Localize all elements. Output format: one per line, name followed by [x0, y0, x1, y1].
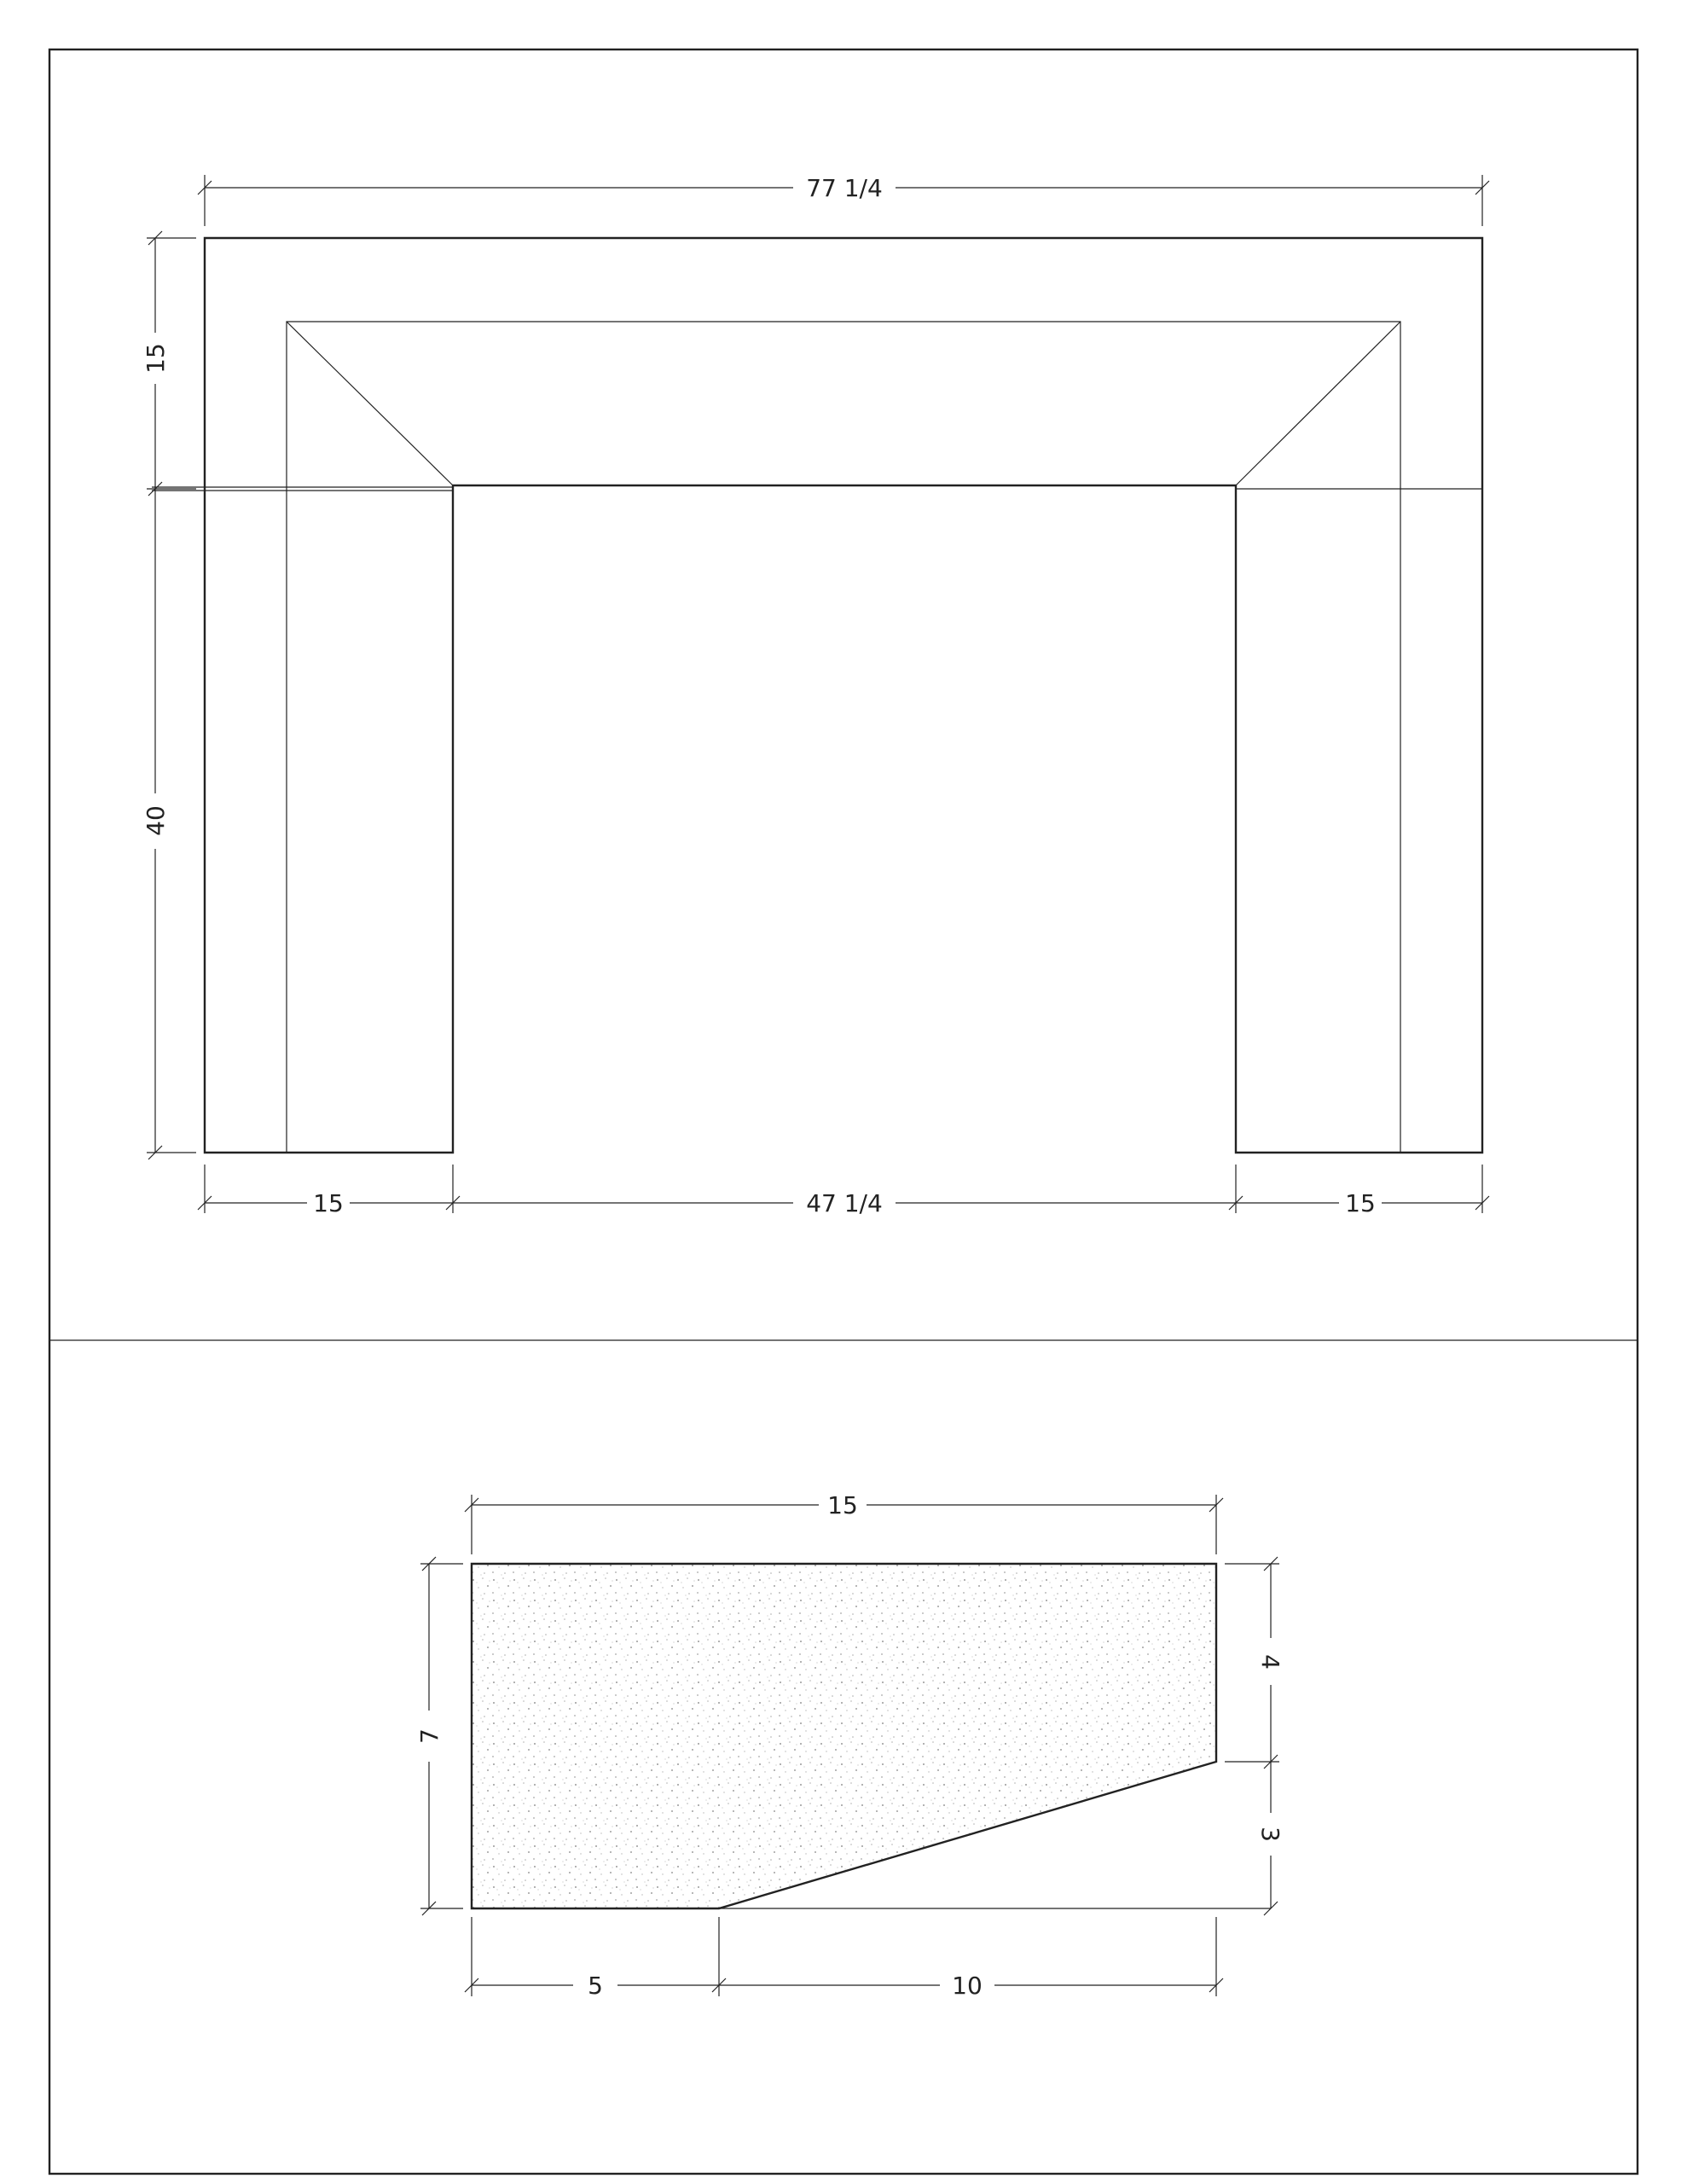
dimension-profile-right-heights — [1225, 1557, 1284, 1915]
dimension-label-header-height: 15 — [142, 343, 170, 374]
mantel-outline — [205, 238, 1482, 1153]
dimension-left-vertical — [142, 231, 196, 1159]
dimension-profile-bottom-widths — [465, 1917, 1223, 2000]
left-miter-line — [287, 322, 453, 485]
mantel-profile-section — [472, 1564, 1271, 1908]
dimension-label-opening-width: 47 1/4 — [806, 1189, 883, 1217]
dimension-label-profile-top-width: 15 — [827, 1491, 858, 1519]
dimension-label-profile-upper-height: 4 — [1256, 1654, 1284, 1670]
dimension-label-overall-width: 77 1/4 — [806, 174, 883, 202]
dimension-overall-width — [198, 174, 1489, 226]
dimension-label-profile-height: 7 — [415, 1728, 443, 1744]
dimension-label-leg-height: 40 — [142, 805, 170, 836]
right-miter-line — [1236, 322, 1400, 485]
mantel-elevation — [152, 238, 1482, 1153]
profile-hatch-fill — [472, 1564, 1216, 1908]
dimension-label-left-leg-width: 15 — [313, 1189, 344, 1217]
dimension-label-right-leg-width: 15 — [1345, 1189, 1376, 1217]
dimension-bottom-widths — [198, 1165, 1489, 1217]
dimension-label-profile-bottom-flat: 5 — [588, 1972, 603, 2000]
dimension-label-profile-lower-height: 3 — [1256, 1827, 1284, 1842]
dimension-profile-top-width — [465, 1491, 1223, 1554]
dimension-label-profile-bottom-slope: 10 — [952, 1972, 983, 2000]
dimension-profile-height — [415, 1557, 463, 1915]
